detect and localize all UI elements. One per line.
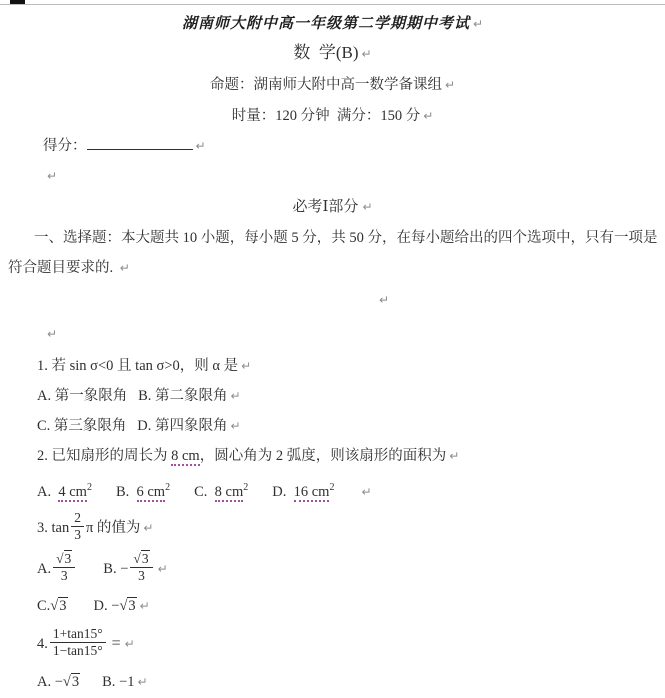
option-d: [272, 484, 334, 500]
part-heading: 必考Ⅰ部分: [292, 199, 359, 215]
radical-sign: √: [62, 673, 71, 690]
question-1-options-ab: [0, 381, 665, 411]
question-2-options: [0, 472, 665, 508]
option-a-value: 4 cm: [58, 483, 87, 500]
spellcheck-underlined-value: 8 cm: [171, 448, 200, 464]
question-3-tail: π 的值为: [85, 519, 141, 536]
square-root: [56, 550, 72, 566]
radicand: 3: [64, 551, 72, 567]
document-body: [0, 10, 665, 698]
option-b: [116, 484, 170, 500]
radical-sign: √: [56, 551, 64, 567]
score-line: [0, 132, 665, 161]
fraction-denominator: 3: [71, 526, 84, 543]
paragraph-mark-icon: ↵: [230, 389, 241, 403]
paragraph-mark-icon: ↵: [47, 327, 58, 341]
subject-text: 数 学(B): [293, 43, 359, 62]
option-a-label: A.: [37, 483, 59, 500]
radical-sign: √: [50, 597, 59, 614]
option-a: [37, 484, 92, 500]
question-4-stem: [0, 622, 665, 666]
option-b-label: B.: [102, 673, 120, 690]
question-1-options-ab-text: A. 第一象限角 B. 第二象限角: [37, 388, 228, 404]
fraction-numerator: [53, 551, 75, 567]
paragraph-mark-icon: ↵: [143, 520, 154, 535]
radicand: 3: [128, 597, 136, 614]
author-line: [0, 70, 665, 101]
paragraph-mark-icon: ↵: [423, 109, 434, 123]
question-1-text: 1. 若 sin σ<0 且 tan σ>0，则 α 是: [37, 358, 239, 374]
option-d-label: D.: [93, 597, 112, 614]
option-b-value: 6 cm: [136, 483, 166, 500]
question-2-text-suffix: ，圆心角为 2 弧度，则该扇形的面积为: [199, 448, 447, 464]
question-4-lead: 4.: [37, 635, 48, 652]
time-score-text: 时量：120 分钟 满分：150 分: [231, 108, 421, 124]
question-2-stem: [0, 441, 665, 472]
minus-sign: −: [120, 560, 129, 577]
radical-sign: √: [133, 551, 141, 567]
fraction-denominator: 3: [53, 567, 75, 584]
fraction-denominator: 1−tan15°: [50, 642, 106, 659]
paragraph-mark-icon: ↵: [472, 17, 484, 31]
option-a-label: A.: [37, 673, 55, 690]
author-text: 命题：湖南师大附中高一数学备课组: [209, 77, 442, 93]
fraction-numerator: 1+tan15°: [52, 626, 103, 642]
score-blank-field[interactable]: [87, 135, 193, 150]
fraction-numerator: 2: [74, 510, 81, 526]
paragraph-mark-icon: ↵: [157, 561, 168, 576]
paragraph-mark-icon: ↵: [361, 47, 372, 61]
option-a-superscript: 2: [86, 482, 92, 493]
paragraph-mark-icon: ↵: [361, 484, 372, 499]
paragraph-mark-icon: ↵: [230, 419, 241, 433]
empty-paragraph: [0, 161, 665, 192]
equals-sign: =: [111, 634, 122, 652]
square-root: [50, 597, 67, 614]
option-c-value: 8 cm: [214, 483, 244, 500]
question-4-options: [0, 666, 665, 698]
empty-paragraph: [0, 318, 665, 351]
option-b-superscript: 2: [165, 482, 171, 493]
question-3-options-cd: [0, 590, 665, 622]
paragraph-mark-icon: ↵: [137, 674, 148, 689]
time-score-line: [0, 101, 665, 132]
paragraph-mark-icon: ↵: [139, 598, 150, 613]
option-c: [194, 484, 248, 500]
section-instructions: [8, 223, 661, 283]
fraction-denominator: 3: [130, 567, 152, 584]
question-1-options-cd: [0, 411, 665, 441]
part-heading-line: [0, 192, 665, 223]
radical-sign: √: [119, 597, 128, 614]
paragraph-mark-icon: ↵: [195, 139, 206, 153]
score-label: 得分：: [43, 138, 87, 154]
square-root: [119, 597, 136, 614]
instructions-text: 一、选择题：本大题共 10 小题，每小题 5 分，共 50 分，在每小题给出的四个选项中，只有一项是符合题目要求的.: [8, 230, 658, 276]
paragraph-mark-icon: ↵: [124, 636, 135, 651]
radicand: 3: [71, 673, 80, 690]
empty-paragraph: [0, 283, 665, 318]
paragraph-mark-icon: ↵: [449, 449, 460, 463]
question-3-options-ab: [0, 548, 665, 590]
square-root: [63, 673, 80, 690]
question-1-options-cd-text: C. 第三象限角 D. 第四象限角: [37, 418, 228, 434]
fraction-numerator: [130, 551, 152, 567]
fraction-tan15: [50, 626, 106, 658]
radicand: 3: [141, 551, 149, 567]
subject-line: [0, 37, 665, 70]
option-b-label: B.: [103, 560, 121, 577]
option-d-value: 16 cm: [293, 483, 330, 500]
paragraph-mark-icon: ↵: [47, 169, 58, 183]
fraction-sqrt3-over-3: [130, 551, 152, 583]
fraction-sqrt3-over-3: [53, 551, 75, 583]
page-top-border: [0, 4, 665, 5]
minus-sign: −: [111, 597, 120, 614]
option-b-value: −1: [119, 673, 135, 690]
minus-sign: −: [54, 673, 63, 690]
option-c-label: C.: [37, 597, 51, 614]
paragraph-mark-icon: ↵: [379, 293, 390, 307]
exam-title-line: [0, 10, 665, 37]
paragraph-mark-icon: ↵: [241, 359, 252, 373]
paragraph-mark-icon: ↵: [119, 261, 130, 275]
question-2-text-prefix: 2. 已知扇形的周长为: [37, 448, 172, 464]
question-3-lead: 3. tan: [37, 519, 70, 536]
square-root: [133, 550, 149, 566]
paragraph-mark-icon: ↵: [362, 200, 373, 214]
option-d-label: D.: [272, 483, 294, 500]
question-1-stem: [0, 351, 665, 381]
option-b-label: B.: [115, 483, 137, 500]
radicand: 3: [59, 597, 67, 614]
option-a-label: A.: [37, 560, 52, 577]
question-3-stem: [0, 508, 665, 548]
fraction-two-thirds: [71, 510, 84, 542]
option-c-label: C.: [194, 483, 215, 500]
paragraph-mark-icon: ↵: [444, 78, 456, 92]
option-d-superscript: 2: [329, 482, 335, 493]
exam-title: 湖南师大附中高一年级第二学期期中考试: [181, 14, 470, 32]
option-c-superscript: 2: [243, 482, 249, 493]
